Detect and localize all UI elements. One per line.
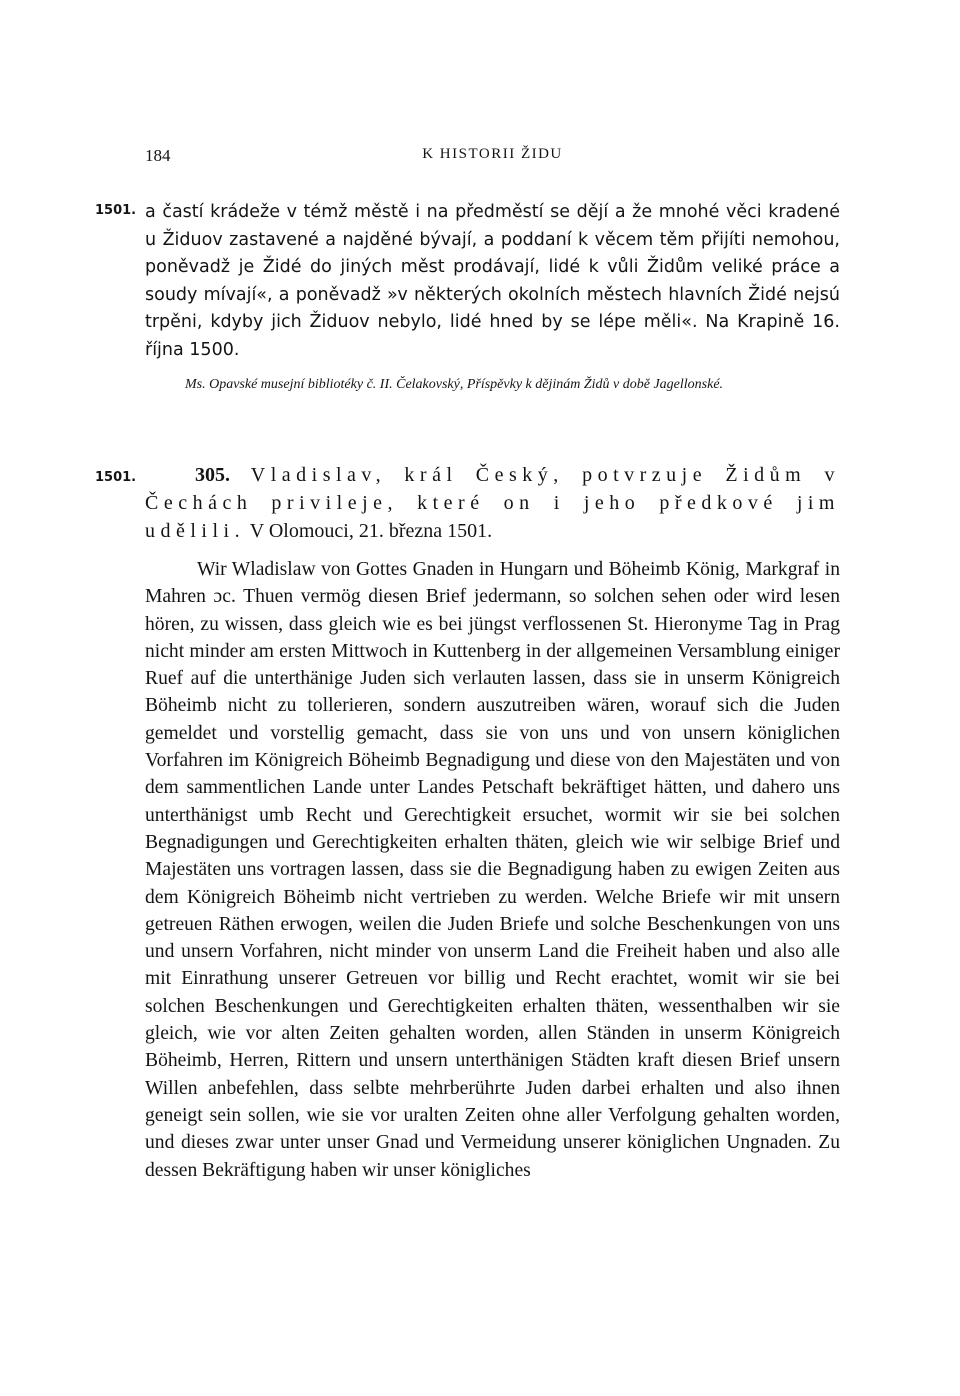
margin-year-continuation: 1501. [95,203,137,218]
page-header [145,146,840,172]
page-number: 184 [145,146,171,165]
source-note: Ms. Opavské musejní bibliotéky č. II. Čelakovský, Příspěvky k dějinám Židů v době Jagellonské. [185,377,724,392]
running-title: K HISTORII ŽIDU [422,146,563,162]
continuation-paragraph: a častí krádeže v témž městě i na předměstí se dějí a že mnohé věci kradené u Židuov zastavené a najděné bývají, a poddaní k věcem těm přijíti nemohou, poněvadž je Židé do jiných měst prodávají, lidé k vůli Židům veliké práce a soudy mívají«, a poněvadž »v některých okolních městech hlavních Židé nejsú trpěni, kdyby jich Židuov nebylo, lidé hned by se lépe měli«. Na Krapině 16. října 1500. [145,202,840,360]
document-number: 305. [195,464,230,486]
document-heading [145,461,840,545]
margin-year-document: 1501. [95,470,137,485]
document-place-date: V Olomouci, 21. března 1501. [249,520,493,542]
document-body-text: Wir Wladislaw von Gottes Gnaden in Hungarn und Böheimb König, Markgraf in Mahren ɔc. Thuen vermög diesen Brief jedermann, so solchen sehen oder wird lesen hören, zu wissen, dass gleich wie es bei jüngst verflossenen St. Hieronyme Tag in Prag nicht minder am ersten Mittwoch in Kuttenberg in der allgemeinen Versamblung einiger Ruef auf die unterthänige Juden sich verlauten lassen, dass sie in unserm Königreich Böheimb nicht zu tollerieren, sondern auszutreiben wären, worauf sich die Juden gemeldet und vorstellig gemacht, dass sie von uns und von unsern königlichen Vorfahren im Königreich Böheimb Begnadigung und diese von den Majestäten und von dem sammentlichen Lande unter Landes Petschaft bekräftiget hätten, und dahero uns unterthänigst umb Recht und Gerechtigkeit ersuchet, wormit wir sie bei solchen Begnadigungen und Gerechtigkeiten erhalten thäten, gleich wie wir selbige Brief und Majestäten uns vortragen lassen, dass sie die Begnadigung haben zu ewigen Zeiten aus dem Königreich Böheimb nicht vertrieben zu werden. Welche Briefe wir mit unsern getreuen Räthen erwogen, weilen die Juden Briefe und solche Beschenkungen von uns und unsern Vorfahren, nicht minder von unserm Land die Freiheit haben und also alle mit Einrathung unserer Getreuen vor billig und Recht erachtet, womit wir sie bei solchen Beschenkungen und Gerechtigkeiten erhalten thäten, wessenthalben wir sie gleich, wie vor alten Zeiten gehalten worden, allen Ständen in unserm Königreich Böheimb, Herren, Rittern und unsern unterthänigen Städten kraft diesen Brief unsern Willen anbefehlen, dass selbte mehrberührte Juden darbei erhalten und also ihnen geneigt sein sollen, wie sie vor uralten Zeiten ohne aller Verfolgung gehalten worden, und dieses zwar unter unser Gnad und Vermeidung unserer königlichen Ungnaden. Zu dessen Bekräftigung haben wir unser königliches [145,559,840,1181]
document-title: Vladislav, král Český, potvrzuje Židům v Čechách privileje, které on i jeho předkové jim udělili. [145,464,840,542]
